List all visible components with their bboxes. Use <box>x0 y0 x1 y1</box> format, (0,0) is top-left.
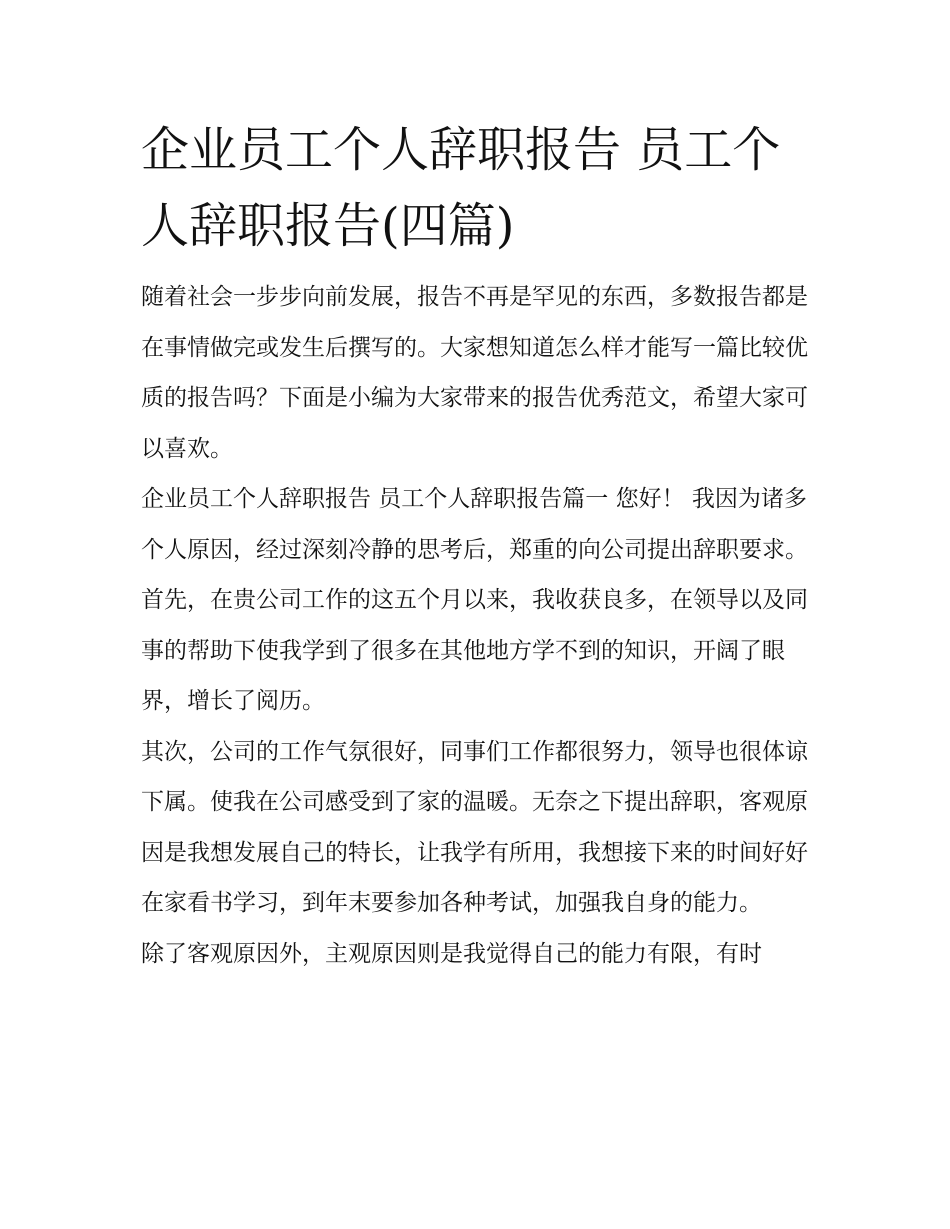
paragraph-first-reason: 首先，在贵公司工作的这五个月以来，我收获良多，在领导以及同事的帮助下使我学到了很多在其他地方学不到的知识，开阔了眼界，增长了阅历。 <box>141 587 808 714</box>
paragraph-second-reason: 其次，公司的工作气氛很好，同事们工作都很努力，领导也很体谅下属。使我在公司感受到了家的温暖。无奈之下提出辞职，客观原因是我想发展自己的特长，让我学有所用，我想接下来的时间好好在家看书学习，到年末要参加各种考试，加强我自身的能力。 <box>141 738 808 916</box>
paragraph-letter-opening: 企业员工个人辞职报告 员工个人辞职报告篇一 您好！ 我因为诸多个人原因，经过深刻冷静的思考后，郑重的向公司提出辞职要求。 <box>141 486 808 563</box>
document-body <box>141 112 813 979</box>
paragraph-subjective-reason: 除了客观原因外，主观原因则是我觉得自己的能力有限，有时 <box>141 940 762 967</box>
paragraph-intro: 随着社会一步步向前发展，报告不再是罕见的东西，多数报告都是在事情做完或发生后撰写的。大家想知道怎么样才能写一篇比较优质的报告吗？下面是小编为大家带来的报告优秀范文，希望大家可以喜欢。 <box>141 284 808 462</box>
document-title: 企业员工个人辞职报告 员工个人辞职报告(四篇) <box>141 122 781 254</box>
